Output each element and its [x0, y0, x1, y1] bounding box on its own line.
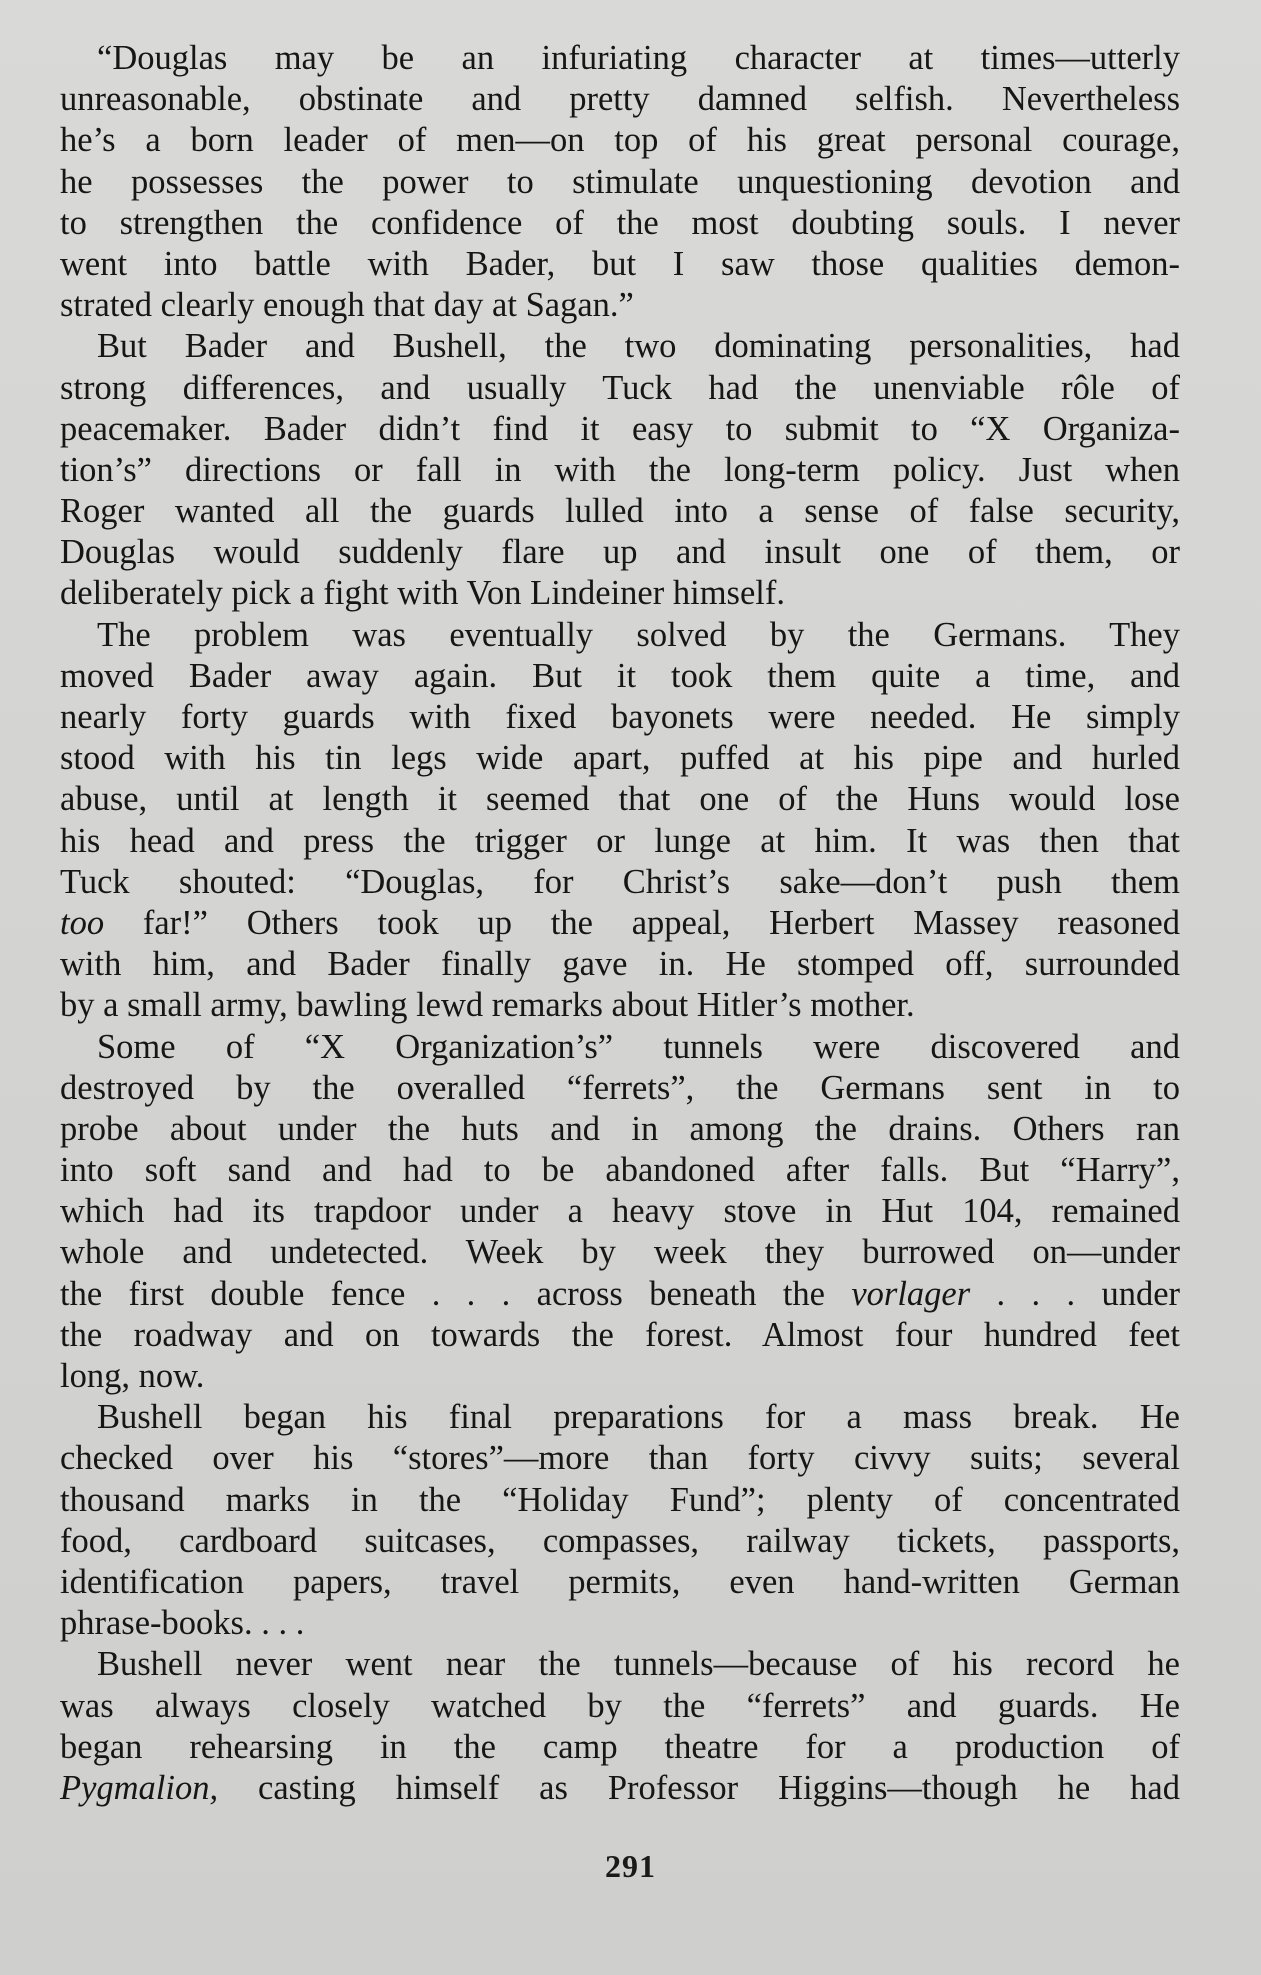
text-line: phrase-books. . . .	[60, 1604, 305, 1643]
text-line: peacemaker. Bader didn’t find it easy to submit to “X Organiza-	[60, 409, 1180, 448]
text-line: to strengthen the confidence of the most doubting souls. I never	[60, 203, 1180, 242]
text-line: Bushell never went near the tunnels—because of his record he	[97, 1645, 1180, 1684]
text-line: the roadway and on towards the forest. Almost four hundred feet	[60, 1315, 1180, 1354]
text-line: Pygmalion, casting himself as Professor Higgins—though he had	[60, 1768, 1180, 1807]
text-line: But Bader and Bushell, the two dominating personalities, had	[97, 327, 1180, 366]
text-line: he possesses the power to stimulate unquestioning devotion and	[60, 162, 1180, 201]
text-line: food, cardboard suitcases, compasses, railway tickets, passports,	[60, 1521, 1180, 1560]
text-line: Douglas would suddenly flare up and insult one of them, or	[60, 533, 1180, 572]
text-line: strong differences, and usually Tuck had the unenviable rôle of	[60, 368, 1180, 407]
text-line: “Douglas may be an infuriating character at times—utterly	[97, 39, 1180, 77]
text-line: was always closely watched by the “ferrets” and guards. He	[60, 1686, 1180, 1725]
text-line: checked over his “stores”—more than forty civvy suits; several	[60, 1439, 1180, 1478]
text-line: long, now.	[60, 1357, 205, 1395]
text-line: went into battle with Bader, but I saw those qualities demon-	[60, 244, 1180, 283]
text-line: deliberately pick a fight with Von Lindeiner himself.	[60, 574, 785, 613]
text-line: his head and press the trigger or lunge at him. It was then that	[60, 821, 1180, 860]
text-line: tion’s” directions or fall in with the long-term policy. Just when	[60, 450, 1180, 489]
text-line: probe about under the huts and in among the drains. Others ran	[60, 1109, 1180, 1148]
text-line: began rehearsing in the camp theatre for a production of	[60, 1727, 1180, 1766]
text-line: Bushell began his final preparations for a mass break. He	[97, 1398, 1180, 1437]
text-line: Roger wanted all the guards lulled into a sense of false security,	[60, 492, 1180, 531]
text-line: too far!” Others took up the appeal, Herbert Massey reasoned	[60, 903, 1180, 942]
text-line: whole and undetected. Week by week they burrowed on—under	[60, 1233, 1180, 1272]
text-line: The problem was eventually solved by the Germans. They	[97, 615, 1180, 654]
text-line: identification papers, travel permits, even hand-written German	[60, 1562, 1180, 1601]
text-line: with him, and Bader finally gave in. He stomped off, surrounded	[60, 945, 1180, 984]
text-line: abuse, until at length it seemed that one of the Huns would lose	[60, 780, 1180, 819]
text-line: unreasonable, obstinate and pretty damned selfish. Nevertheless	[60, 80, 1180, 119]
body-text	[60, 38, 1180, 1809]
text-line: which had its trapdoor under a heavy stove in Hut 104, remained	[60, 1192, 1180, 1231]
text-line: Tuck shouted: “Douglas, for Christ’s sake—don’t push them	[60, 862, 1180, 901]
text-line: into soft sand and had to be abandoned after falls. But “Harry”,	[60, 1151, 1180, 1190]
text-line: Some of “X Organization’s” tunnels were discovered and	[97, 1027, 1180, 1066]
text-line: strated clearly enough that day at Sagan.”	[60, 286, 634, 325]
text-line: by a small army, bawling lewd remarks about Hitler’s mother.	[60, 986, 915, 1025]
text-line: thousand marks in the “Holiday Fund”; plenty of concentrated	[60, 1480, 1180, 1519]
text-line: the first double fence . . . across beneath the vorlager . . . under	[60, 1274, 1180, 1313]
text-line: nearly forty guards with fixed bayonets were needed. He simply	[60, 698, 1180, 736]
text-line: moved Bader away again. But it took them quite a time, and	[60, 656, 1180, 695]
text-line: he’s a born leader of men—on top of his great personal courage,	[60, 121, 1180, 160]
page-number: 291	[605, 1848, 656, 1884]
text-line: stood with his tin legs wide apart, puffed at his pipe and hurled	[60, 739, 1180, 778]
text-line: destroyed by the overalled “ferrets”, the Germans sent in to	[60, 1068, 1180, 1107]
